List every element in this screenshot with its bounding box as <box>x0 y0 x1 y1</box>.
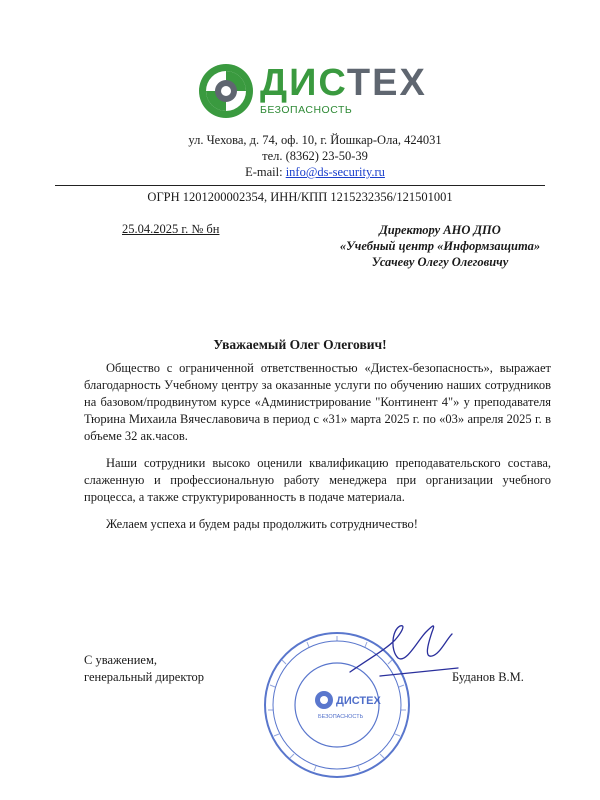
company-contacts <box>150 132 480 180</box>
logo-camera-icon <box>198 63 254 119</box>
logo-wordmark <box>260 61 427 105</box>
logo-word-right: ТЕХ <box>346 62 427 104</box>
letter-greeting: Уважаемый Олег Олегович! <box>213 337 387 352</box>
addressee-block <box>320 222 560 270</box>
body-paragraph-1: Общество с ограниченной ответственностью «Дистех-безопасность», выражает благодарность Учебному центру за оказанные услуги по обучению наших сотрудников на базовом/продвинутом курсе «Администрирование "Континент 4"» у преподавателя Тюрина Михаила Вячеславовича в период с «31» марта 2025 г. по «03» апреля 2025 г. в объеме 32 ак.часов. <box>84 361 551 443</box>
addressee-line-3: Усачеву Олегу Олеговичу <box>371 255 509 269</box>
company-email-line <box>150 164 480 180</box>
stamp-word-right: ТЕХ <box>359 695 381 707</box>
company-address: ул. Чехова, д. 74, оф. 10, г. Йошкар-Ола, 424031 <box>188 133 442 147</box>
handwritten-signature <box>340 610 460 690</box>
registration-numbers: ОГРН 1201200002354, ИНН/КПП 1215232356/121501001 <box>147 190 453 204</box>
signatory-name: Буданов В.М. <box>452 670 524 684</box>
email-link[interactable]: info@ds-security.ru <box>285 165 385 179</box>
letter-body <box>84 360 551 543</box>
email-label: E-mail: <box>245 165 286 179</box>
logo-word-left: ДИС <box>260 62 347 104</box>
company-logo <box>198 63 444 119</box>
stamp-word-left: ДИС <box>336 695 360 707</box>
company-phone: тел. (8362) 23-50-39 <box>262 149 368 163</box>
signature-title-block <box>84 652 204 686</box>
addressee-line-2: «Учебный центр «Информзащита» <box>339 239 541 253</box>
body-paragraph-2: Наши сотрудники высоко оценили квалификацию преподавательского состава, слаженную и профессиональную работу менеджера при организации учебного процесса, а также структурированность в подаче материала. <box>84 456 551 504</box>
closing-phrase: С уважением, <box>84 653 157 667</box>
header-divider <box>55 185 545 186</box>
logo-subtitle: БЕЗОПАСНОСТЬ <box>260 104 353 116</box>
stamp-logo-icon <box>315 691 333 709</box>
stamp-wordmark <box>336 695 381 707</box>
addressee-line-1: Директору АНО ДПО <box>379 223 501 237</box>
letter-date-number: 25.04.2025 г. № бн <box>122 222 220 236</box>
signatory-position: генеральный директор <box>84 670 205 684</box>
stamp-subtitle: БЕЗОПАСНОСТЬ <box>318 714 364 720</box>
body-paragraph-3: Желаем успеха и будем рады продолжить сотрудничество! <box>106 517 418 531</box>
